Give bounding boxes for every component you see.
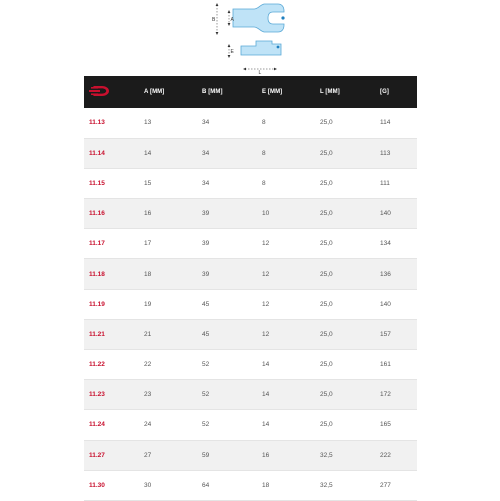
column-header-weight: [G] — [380, 89, 389, 95]
weight-cell: 114 — [380, 108, 417, 138]
e-cell: 10 — [262, 199, 320, 229]
dimension-label-b: B — [212, 17, 216, 23]
l-cell: 25,0 — [320, 350, 380, 380]
weight-cell: 134 — [380, 229, 417, 259]
a-cell: 24 — [144, 410, 202, 440]
b-cell: 59 — [202, 440, 262, 470]
ref-cell: 11.30 — [84, 470, 144, 500]
ref-cell: 11.27 — [84, 440, 144, 470]
table-row — [84, 259, 417, 289]
b-cell: 52 — [202, 380, 262, 410]
weight-cell: 161 — [380, 350, 417, 380]
weight-cell: 113 — [380, 138, 417, 168]
column-header-e: E [MM] — [262, 89, 283, 95]
a-cell: 16 — [144, 199, 202, 229]
l-cell: 32,5 — [320, 440, 380, 470]
a-cell: 17 — [144, 229, 202, 259]
e-cell: 8 — [262, 168, 320, 198]
b-cell: 34 — [202, 168, 262, 198]
dimension-label-e: E — [230, 49, 234, 55]
b-cell: 64 — [202, 470, 262, 500]
l-cell: 25,0 — [320, 199, 380, 229]
table-row — [84, 440, 417, 470]
b-cell: 39 — [202, 259, 262, 289]
e-cell: 12 — [262, 319, 320, 349]
ref-cell: 11.17 — [84, 229, 144, 259]
column-header-l: L [MM] — [320, 89, 340, 95]
brand-logo-cell — [84, 76, 144, 108]
ref-cell: 11.21 — [84, 319, 144, 349]
dimension-label-a: A — [230, 17, 234, 23]
e-cell: 18 — [262, 470, 320, 500]
weight-cell: 277 — [380, 470, 417, 500]
dimensions-table — [84, 76, 417, 501]
l-cell: 25,0 — [320, 168, 380, 198]
b-cell: 45 — [202, 319, 262, 349]
a-cell: 23 — [144, 380, 202, 410]
ref-cell: 11.23 — [84, 380, 144, 410]
a-cell: 21 — [144, 319, 202, 349]
b-cell: 39 — [202, 229, 262, 259]
ref-cell: 11.18 — [84, 259, 144, 289]
dimensions-table-container — [84, 76, 417, 501]
e-cell: 12 — [262, 289, 320, 319]
a-cell: 27 — [144, 440, 202, 470]
ref-cell: 11.14 — [84, 138, 144, 168]
table-row — [84, 319, 417, 349]
b-cell: 34 — [202, 108, 262, 138]
table-row — [84, 380, 417, 410]
a-cell: 22 — [144, 350, 202, 380]
b-cell: 39 — [202, 199, 262, 229]
column-header-a: A [MM] — [144, 89, 165, 95]
a-cell: 19 — [144, 289, 202, 319]
table-row — [84, 229, 417, 259]
a-cell: 18 — [144, 259, 202, 289]
table-header-row — [84, 76, 417, 108]
tool-dimension-diagram — [200, 0, 300, 76]
l-cell: 25,0 — [320, 380, 380, 410]
e-cell: 14 — [262, 350, 320, 380]
ref-cell: 11.22 — [84, 350, 144, 380]
column-header-b: B [MM] — [202, 89, 223, 95]
weight-cell: 140 — [380, 199, 417, 229]
a-cell: 15 — [144, 168, 202, 198]
weight-cell: 111 — [380, 168, 417, 198]
a-cell: 13 — [144, 108, 202, 138]
table-row — [84, 138, 417, 168]
ref-cell: 11.15 — [84, 168, 144, 198]
weight-cell: 140 — [380, 289, 417, 319]
l-cell: 32,5 — [320, 470, 380, 500]
brand-logo-icon — [89, 85, 111, 97]
e-cell: 14 — [262, 380, 320, 410]
a-cell: 30 — [144, 470, 202, 500]
b-cell: 52 — [202, 350, 262, 380]
weight-cell: 136 — [380, 259, 417, 289]
table-row — [84, 470, 417, 500]
ref-cell: 11.16 — [84, 199, 144, 229]
l-cell: 25,0 — [320, 259, 380, 289]
e-cell: 12 — [262, 229, 320, 259]
dimension-label-l: L — [258, 70, 262, 76]
table-row — [84, 108, 417, 138]
b-cell: 34 — [202, 138, 262, 168]
weight-cell: 157 — [380, 319, 417, 349]
e-cell: 14 — [262, 410, 320, 440]
ref-cell: 11.19 — [84, 289, 144, 319]
table-row — [84, 410, 417, 440]
e-cell: 16 — [262, 440, 320, 470]
e-cell: 8 — [262, 108, 320, 138]
b-cell: 52 — [202, 410, 262, 440]
b-cell: 45 — [202, 289, 262, 319]
l-cell: 25,0 — [320, 229, 380, 259]
l-cell: 25,0 — [320, 289, 380, 319]
table-row — [84, 199, 417, 229]
e-cell: 8 — [262, 138, 320, 168]
weight-cell: 165 — [380, 410, 417, 440]
l-cell: 25,0 — [320, 410, 380, 440]
wrench-insert-diagram-icon — [200, 0, 300, 76]
l-cell: 25,0 — [320, 319, 380, 349]
weight-cell: 172 — [380, 380, 417, 410]
a-cell: 14 — [144, 138, 202, 168]
table-row — [84, 350, 417, 380]
ref-cell: 11.24 — [84, 410, 144, 440]
table-row — [84, 289, 417, 319]
l-cell: 25,0 — [320, 138, 380, 168]
e-cell: 12 — [262, 259, 320, 289]
weight-cell: 222 — [380, 440, 417, 470]
l-cell: 25,0 — [320, 108, 380, 138]
table-row — [84, 168, 417, 198]
ref-cell: 11.13 — [84, 108, 144, 138]
